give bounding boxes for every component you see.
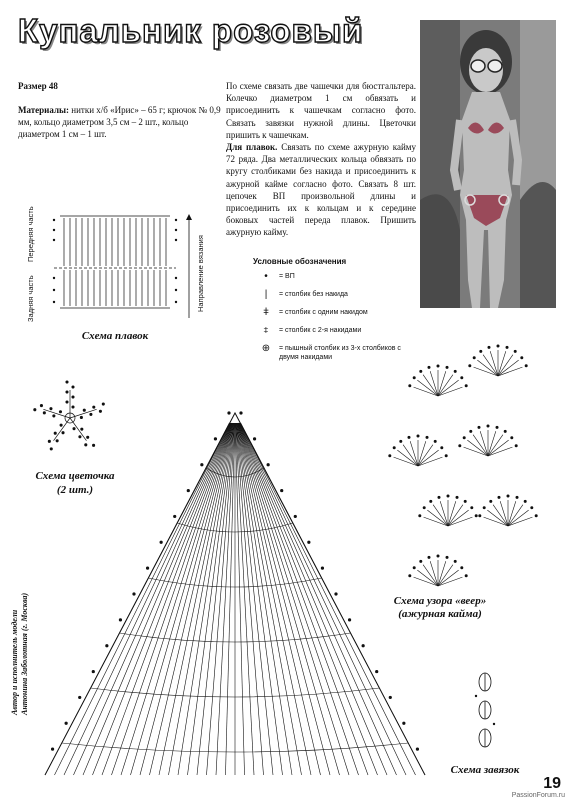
page-number: 19 <box>543 775 561 792</box>
knit-direction-arrow-icon <box>184 212 194 322</box>
page-title: Купальник розовый <box>18 12 364 49</box>
legend-item <box>253 326 413 336</box>
briefs-scheme-diagram <box>40 208 190 318</box>
fan-sub-caption: (ажурная кайма) <box>398 608 482 620</box>
model-photo <box>420 20 556 308</box>
legend-item <box>253 272 413 282</box>
author-line-1: Автор и исполнитель модели <box>10 609 19 715</box>
back-part-label: Задняя часть <box>26 275 35 322</box>
double-crochet-icon: ǂ <box>263 307 269 318</box>
legend-item <box>253 290 413 300</box>
legend-item <box>253 308 413 318</box>
ties-scheme-diagram <box>470 670 500 750</box>
legend-text: = столбик без накида <box>279 291 348 298</box>
fan-scheme-caption: Схема узора «веер» <box>393 595 487 607</box>
chain-stitch-icon: • <box>264 271 268 282</box>
author-credit <box>10 593 30 715</box>
legend-text: = столбик с 2-я накидами <box>279 327 362 334</box>
knit-direction-label: Направление вязания <box>196 235 205 312</box>
treble-crochet-icon: ⧧ <box>263 325 269 336</box>
instructions-block <box>226 80 416 239</box>
author-line-2: Антонина Заболотная (г. Москва) <box>20 592 29 715</box>
materials-label: Материалы: <box>18 105 70 115</box>
watermark: PassionForum.ru <box>511 792 565 799</box>
bra-instructions: По схеме связать две чашечки для бюстгальтера. Колечко диаметром 1 см обвязать и присоединить к чашечкам согласно фото. Связать завязки нужной длины. Цветочки пришить к чашечкам. <box>226 81 416 140</box>
fan-pattern-diagram <box>378 336 558 596</box>
flower-count-caption: (2 шт.) <box>56 484 94 496</box>
materials-block <box>18 80 228 140</box>
legend-text: = пышный столбик из 3-х столбиков с двумя накидами <box>279 345 401 361</box>
legend-title: Условные обозначения <box>253 257 347 266</box>
single-crochet-icon: | <box>264 289 268 300</box>
cup-scheme-diagram <box>35 405 435 785</box>
materials-paragraph <box>18 104 228 140</box>
front-part-label: Передняя часть <box>26 206 35 262</box>
legend-text: = столбик с одним накидом <box>279 309 368 316</box>
flower-scheme-caption: Схема цветочка <box>35 470 115 482</box>
size-label: Размер 48 <box>18 81 58 91</box>
briefs-paragraph <box>226 141 416 239</box>
legend-text: = ВП <box>279 273 295 280</box>
briefs-scheme-caption: Схема плавок <box>81 330 149 342</box>
materials-text: нитки х/б «Ирис» – 65 г; крючок № 0,9 мм, кольцо диаметром 3,5 см – 2 шт., кольцо диаметром 1 см – 1 шт. <box>18 105 221 139</box>
ties-scheme-caption: Схема завязок <box>450 764 520 776</box>
puff-stitch-icon: ⊕ <box>261 343 271 354</box>
briefs-label: Для плавок. <box>226 142 278 153</box>
briefs-text: Связать по схеме ажурную кайму 72 ряда. Два металлических кольца обвязать по кругу столбиками без накида и присоединить к ажурной кайме согласно фото. Связать 8 шт. цепочек ВП произвольной длины и присоединить их к кольцам и к середине боковых частей переда плавок. Пришить ажурную кайму. <box>226 142 416 238</box>
